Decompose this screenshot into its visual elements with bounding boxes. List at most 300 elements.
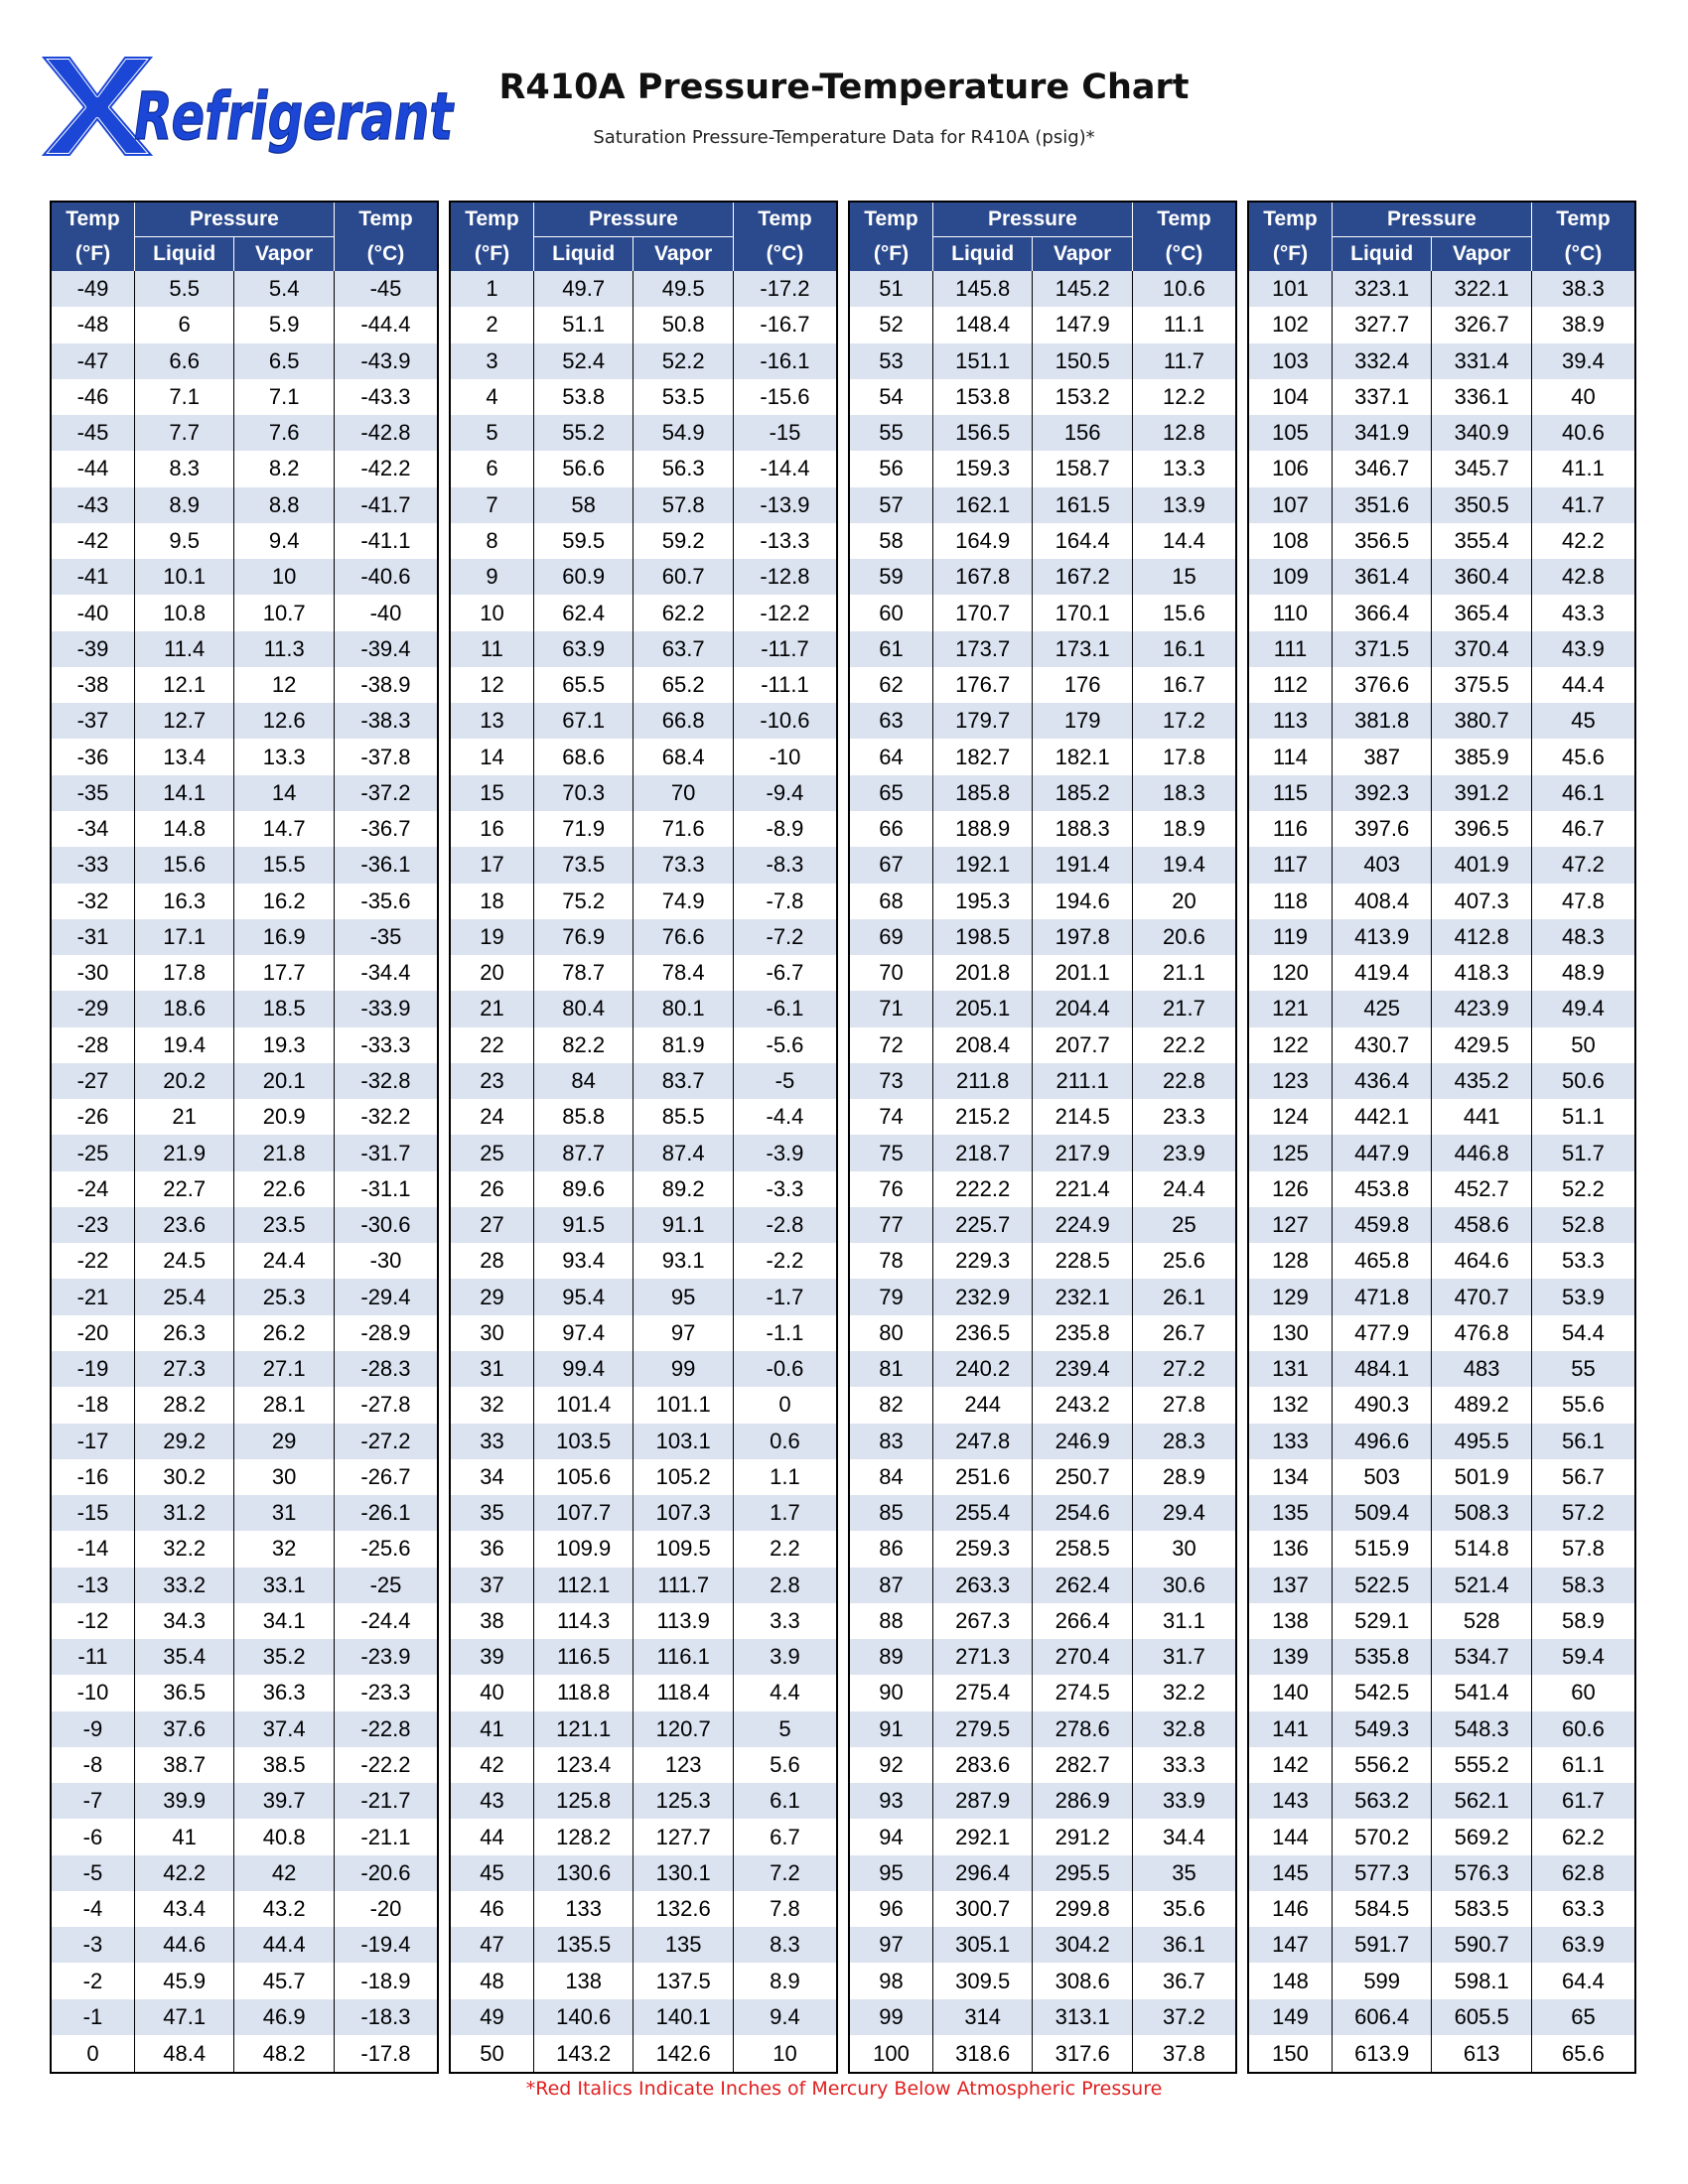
cell-temp-c: -24.4	[334, 1603, 438, 1639]
cell-temp-f: 69	[849, 919, 932, 955]
cell-vapor: 12	[234, 667, 335, 703]
cell-liquid: 309.5	[932, 1963, 1033, 1998]
cell-vapor: 483	[1432, 1351, 1532, 1387]
table-row	[450, 955, 837, 991]
cell-vapor: 17.7	[234, 955, 335, 991]
cell-vapor: 132.6	[633, 1891, 734, 1927]
table-row	[51, 991, 438, 1026]
cell-vapor: 60.7	[633, 559, 734, 595]
cell-liquid: 314	[932, 1999, 1033, 2035]
cell-temp-c: 47.8	[1531, 884, 1635, 919]
cell-temp-f: -37	[51, 703, 134, 739]
table-row	[1248, 1027, 1635, 1063]
cell-temp-c: 10	[733, 2035, 837, 2073]
table-row	[51, 271, 438, 307]
cell-vapor: 605.5	[1432, 1999, 1532, 2035]
cell-liquid: 14.8	[134, 811, 234, 847]
cell-temp-c: -38.3	[334, 703, 438, 739]
cell-liquid: 164.9	[932, 523, 1033, 559]
cell-vapor: 345.7	[1432, 451, 1532, 486]
cell-temp-f: 65	[849, 775, 932, 811]
cell-temp-c: 27.8	[1132, 1387, 1236, 1423]
table-row	[51, 1279, 438, 1314]
cell-temp-f: 16	[450, 811, 533, 847]
cell-temp-c: -30.6	[334, 1207, 438, 1243]
cell-temp-c: -37.2	[334, 775, 438, 811]
cell-temp-f: 121	[1248, 991, 1332, 1026]
cell-vapor: 211.1	[1033, 1063, 1133, 1099]
cell-temp-c: 53.9	[1531, 1279, 1635, 1314]
cell-liquid: 13.4	[134, 739, 234, 774]
table-row	[51, 1819, 438, 1854]
table-row	[1248, 307, 1635, 342]
cell-liquid: 584.5	[1332, 1891, 1432, 1927]
cell-vapor: 182.1	[1033, 739, 1133, 774]
cell-temp-f: 135	[1248, 1495, 1332, 1531]
cell-vapor: 156	[1033, 415, 1133, 451]
cell-liquid: 21.9	[134, 1135, 234, 1170]
cell-liquid: 63.9	[533, 631, 633, 667]
table-row	[1248, 559, 1635, 595]
cell-vapor: 26.2	[234, 1315, 335, 1351]
cell-vapor: 534.7	[1432, 1639, 1532, 1675]
cell-temp-f: -30	[51, 955, 134, 991]
cell-temp-c: -12.2	[733, 595, 837, 630]
cell-temp-f: 71	[849, 991, 932, 1026]
cell-temp-c: 9.4	[733, 1999, 837, 2035]
table-row	[1248, 1207, 1635, 1243]
cell-vapor: 435.2	[1432, 1063, 1532, 1099]
cell-vapor: 16.2	[234, 884, 335, 919]
cell-liquid: 222.2	[932, 1171, 1033, 1207]
table-row	[51, 1171, 438, 1207]
cell-temp-c: -3.3	[733, 1171, 837, 1207]
cell-liquid: 167.8	[932, 559, 1033, 595]
cell-temp-c: -13.9	[733, 487, 837, 523]
table-row	[450, 1459, 837, 1495]
table-row	[1248, 1135, 1635, 1170]
cell-temp-c: 48.9	[1531, 955, 1635, 991]
cell-temp-f: 36	[450, 1531, 533, 1567]
cell-liquid: 75.2	[533, 884, 633, 919]
cell-temp-c: 15.6	[1132, 595, 1236, 630]
cell-liquid: 176.7	[932, 667, 1033, 703]
table-row	[1248, 1999, 1635, 2035]
cell-liquid: 484.1	[1332, 1351, 1432, 1387]
table-row	[51, 1999, 438, 2035]
header-unit-c: (°C)	[1531, 237, 1635, 272]
cell-liquid: 563.2	[1332, 1783, 1432, 1819]
cell-vapor: 10.7	[234, 595, 335, 630]
table-row	[849, 1135, 1236, 1170]
cell-temp-f: 19	[450, 919, 533, 955]
cell-temp-c: 61.1	[1531, 1747, 1635, 1783]
cell-vapor: 270.4	[1033, 1639, 1133, 1675]
table-row	[450, 1711, 837, 1747]
cell-liquid: 58	[533, 487, 633, 523]
cell-temp-c: 21.1	[1132, 955, 1236, 991]
cell-temp-f: -5	[51, 1855, 134, 1891]
cell-temp-f: 134	[1248, 1459, 1332, 1495]
cell-temp-f: 54	[849, 379, 932, 415]
cell-temp-c: 15	[1132, 559, 1236, 595]
cell-temp-c: 64.4	[1531, 1963, 1635, 1998]
cell-liquid: 38.7	[134, 1747, 234, 1783]
cell-temp-c: 60.6	[1531, 1711, 1635, 1747]
cell-temp-f: 85	[849, 1495, 932, 1531]
table-row	[849, 523, 1236, 559]
cell-vapor: 243.2	[1033, 1387, 1133, 1423]
table-row	[51, 631, 438, 667]
cell-vapor: 18.5	[234, 991, 335, 1026]
table-row	[849, 1207, 1236, 1243]
cell-temp-f: 58	[849, 523, 932, 559]
cell-liquid: 211.8	[932, 1063, 1033, 1099]
cell-vapor: 9.4	[234, 523, 335, 559]
cell-temp-c: 49.4	[1531, 991, 1635, 1026]
cell-liquid: 613.9	[1332, 2035, 1432, 2073]
cell-liquid: 49.7	[533, 271, 633, 307]
cell-vapor: 464.6	[1432, 1243, 1532, 1279]
cell-liquid: 205.1	[932, 991, 1033, 1026]
cell-temp-f: 23	[450, 1063, 533, 1099]
cell-temp-f: 55	[849, 415, 932, 451]
cell-liquid: 87.7	[533, 1135, 633, 1170]
cell-temp-f: 33	[450, 1424, 533, 1459]
cell-liquid: 436.4	[1332, 1063, 1432, 1099]
cell-vapor: 49.5	[633, 271, 734, 307]
cell-vapor: 43.2	[234, 1891, 335, 1927]
cell-liquid: 48.4	[134, 2035, 234, 2073]
cell-temp-f: 34	[450, 1459, 533, 1495]
cell-liquid: 29.2	[134, 1424, 234, 1459]
cell-temp-c: -15	[733, 415, 837, 451]
table-row	[450, 1855, 837, 1891]
cell-temp-f: -47	[51, 343, 134, 379]
cell-temp-f: 1	[450, 271, 533, 307]
cell-liquid: 25.4	[134, 1279, 234, 1314]
cell-liquid: 229.3	[932, 1243, 1033, 1279]
cell-liquid: 392.3	[1332, 775, 1432, 811]
cell-vapor: 123	[633, 1747, 734, 1783]
cell-vapor: 89.2	[633, 1171, 734, 1207]
header-liquid: Liquid	[932, 237, 1033, 272]
table-row	[849, 1495, 1236, 1531]
table-row	[1248, 1603, 1635, 1639]
cell-temp-f: 52	[849, 307, 932, 342]
cell-vapor: 562.1	[1432, 1783, 1532, 1819]
cell-vapor: 68.4	[633, 739, 734, 774]
cell-temp-f: 143	[1248, 1783, 1332, 1819]
cell-temp-f: -28	[51, 1027, 134, 1063]
cell-liquid: 30.2	[134, 1459, 234, 1495]
cell-vapor: 91.1	[633, 1207, 734, 1243]
table-row	[51, 775, 438, 811]
cell-temp-f: -21	[51, 1279, 134, 1314]
cell-temp-c: 16.7	[1132, 667, 1236, 703]
cell-vapor: 254.6	[1033, 1495, 1133, 1531]
cell-vapor: 31	[234, 1495, 335, 1531]
table-row	[1248, 1639, 1635, 1675]
cell-temp-f: 24	[450, 1099, 533, 1135]
cell-temp-f: -8	[51, 1747, 134, 1783]
cell-vapor: 45.7	[234, 1963, 335, 1998]
cell-liquid: 68.6	[533, 739, 633, 774]
cell-liquid: 606.4	[1332, 1999, 1432, 2035]
table-row	[849, 739, 1236, 774]
header-vapor: Vapor	[234, 237, 335, 272]
cell-liquid: 116.5	[533, 1639, 633, 1675]
cell-liquid: 44.6	[134, 1927, 234, 1963]
cell-temp-f: 118	[1248, 884, 1332, 919]
cell-vapor: 576.3	[1432, 1855, 1532, 1891]
table-row	[1248, 1963, 1635, 1998]
cell-liquid: 327.7	[1332, 307, 1432, 342]
table-row	[450, 919, 837, 955]
cell-liquid: 522.5	[1332, 1568, 1432, 1603]
cell-liquid: 42.2	[134, 1855, 234, 1891]
cell-temp-c: 53.3	[1531, 1243, 1635, 1279]
cell-temp-c: -8.9	[733, 811, 837, 847]
cell-vapor: 14.7	[234, 811, 335, 847]
header-unit-f: (°F)	[51, 237, 134, 272]
cell-temp-f: -18	[51, 1387, 134, 1423]
cell-temp-c: 58.3	[1531, 1568, 1635, 1603]
table-row	[450, 884, 837, 919]
cell-liquid: 67.1	[533, 703, 633, 739]
cell-vapor: 528	[1432, 1603, 1532, 1639]
cell-vapor: 514.8	[1432, 1531, 1532, 1567]
table-row	[51, 1063, 438, 1099]
cell-vapor: 19.3	[234, 1027, 335, 1063]
cell-liquid: 101.4	[533, 1387, 633, 1423]
cell-liquid: 76.9	[533, 919, 633, 955]
cell-temp-f: 12	[450, 667, 533, 703]
cell-vapor: 326.7	[1432, 307, 1532, 342]
cell-vapor: 441	[1432, 1099, 1532, 1135]
table-row	[849, 343, 1236, 379]
cell-vapor: 23.5	[234, 1207, 335, 1243]
table-row	[51, 1675, 438, 1710]
cell-temp-c: 56.1	[1531, 1424, 1635, 1459]
cell-temp-c: 54.4	[1531, 1315, 1635, 1351]
cell-vapor: 74.9	[633, 884, 734, 919]
cell-temp-c: -16.7	[733, 307, 837, 342]
cell-temp-c: 36.1	[1132, 1927, 1236, 1963]
table-row	[450, 739, 837, 774]
cell-vapor: 116.1	[633, 1639, 734, 1675]
cell-liquid: 275.4	[932, 1675, 1033, 1710]
cell-vapor: 36.3	[234, 1675, 335, 1710]
cell-vapor: 262.4	[1033, 1568, 1133, 1603]
cell-liquid: 447.9	[1332, 1135, 1432, 1170]
table-row	[1248, 451, 1635, 486]
table-row	[1248, 991, 1635, 1026]
cell-vapor: 194.6	[1033, 884, 1133, 919]
cell-temp-c: 33.9	[1132, 1783, 1236, 1819]
cell-liquid: 549.3	[1332, 1711, 1432, 1747]
cell-temp-f: 29	[450, 1279, 533, 1314]
table-row	[51, 451, 438, 486]
cell-temp-f: 99	[849, 1999, 932, 2035]
cell-temp-c: 35.6	[1132, 1891, 1236, 1927]
cell-vapor: 429.5	[1432, 1027, 1532, 1063]
cell-temp-f: 115	[1248, 775, 1332, 811]
cell-temp-c: 55	[1531, 1351, 1635, 1387]
cell-liquid: 53.8	[533, 379, 633, 415]
cell-temp-c: 16.1	[1132, 631, 1236, 667]
cell-temp-f: -24	[51, 1171, 134, 1207]
table-row	[849, 415, 1236, 451]
cell-vapor: 583.5	[1432, 1891, 1532, 1927]
cell-vapor: 197.8	[1033, 919, 1133, 955]
cell-vapor: 53.5	[633, 379, 734, 415]
table-row	[1248, 1279, 1635, 1314]
cell-temp-c: 61.7	[1531, 1783, 1635, 1819]
cell-temp-c: -5.6	[733, 1027, 837, 1063]
table-row	[1248, 271, 1635, 307]
cell-liquid: 387	[1332, 739, 1432, 774]
cell-temp-f: 81	[849, 1351, 932, 1387]
footnote: *Red Italics Indicate Inches of Mercury Below Atmospheric Pressure	[525, 2078, 1163, 2100]
cell-temp-c: -13.3	[733, 523, 837, 559]
table-row	[450, 1207, 837, 1243]
table-row	[51, 1387, 438, 1423]
cell-temp-c: 14.4	[1132, 523, 1236, 559]
table-row	[1248, 1783, 1635, 1819]
table-row	[1248, 1675, 1635, 1710]
cell-temp-f: -22	[51, 1243, 134, 1279]
cell-vapor: 282.7	[1033, 1747, 1133, 1783]
header-pressure: Pressure	[533, 202, 733, 237]
cell-vapor: 38.5	[234, 1747, 335, 1783]
table-row	[849, 703, 1236, 739]
cell-vapor: 29	[234, 1424, 335, 1459]
table-row	[51, 847, 438, 883]
table-row	[849, 1747, 1236, 1783]
cell-temp-c: 13.3	[1132, 451, 1236, 486]
table-row	[1248, 703, 1635, 739]
cell-vapor: 299.8	[1033, 1891, 1133, 1927]
cell-liquid: 413.9	[1332, 919, 1432, 955]
cell-liquid: 34.3	[134, 1603, 234, 1639]
cell-temp-f: -45	[51, 415, 134, 451]
table-row	[450, 1243, 837, 1279]
cell-liquid: 151.1	[932, 343, 1033, 379]
pt-tables	[50, 201, 1636, 2074]
cell-temp-f: -35	[51, 775, 134, 811]
cell-liquid: 341.9	[1332, 415, 1432, 451]
cell-vapor: 7.6	[234, 415, 335, 451]
cell-temp-f: 149	[1248, 1999, 1332, 2035]
cell-temp-c: 35	[1132, 1855, 1236, 1891]
cell-temp-c: 3.3	[733, 1603, 837, 1639]
cell-temp-f: 123	[1248, 1063, 1332, 1099]
cell-vapor: 201.1	[1033, 955, 1133, 991]
cell-temp-c: 25	[1132, 1207, 1236, 1243]
cell-vapor: 130.1	[633, 1855, 734, 1891]
cell-temp-c: -5	[733, 1063, 837, 1099]
cell-liquid: 7.7	[134, 415, 234, 451]
cell-liquid: 459.8	[1332, 1207, 1432, 1243]
cell-vapor: 105.2	[633, 1459, 734, 1495]
cell-temp-c: 57.8	[1531, 1531, 1635, 1567]
cell-liquid: 26.3	[134, 1315, 234, 1351]
cell-vapor: 331.4	[1432, 343, 1532, 379]
cell-vapor: 103.1	[633, 1424, 734, 1459]
cell-temp-c: -31.1	[334, 1171, 438, 1207]
cell-liquid: 24.5	[134, 1243, 234, 1279]
cell-liquid: 477.9	[1332, 1315, 1432, 1351]
table-row	[450, 1639, 837, 1675]
cell-liquid: 346.7	[1332, 451, 1432, 486]
cell-temp-f: 101	[1248, 271, 1332, 307]
cell-vapor: 32	[234, 1531, 335, 1567]
cell-vapor: 340.9	[1432, 415, 1532, 451]
cell-liquid: 535.8	[1332, 1639, 1432, 1675]
cell-liquid: 6	[134, 307, 234, 342]
cell-temp-c: 45	[1531, 703, 1635, 739]
cell-vapor: 164.4	[1033, 523, 1133, 559]
cell-vapor: 35.2	[234, 1639, 335, 1675]
cell-vapor: 228.5	[1033, 1243, 1133, 1279]
cell-liquid: 591.7	[1332, 1927, 1432, 1963]
cell-liquid: 60.9	[533, 559, 633, 595]
cell-liquid: 255.4	[932, 1495, 1033, 1531]
header-liquid: Liquid	[1332, 237, 1432, 272]
cell-liquid: 251.6	[932, 1459, 1033, 1495]
cell-vapor: 476.8	[1432, 1315, 1532, 1351]
table-row	[849, 1783, 1236, 1819]
cell-temp-f: -34	[51, 811, 134, 847]
cell-liquid: 82.2	[533, 1027, 633, 1063]
table-row	[1248, 1243, 1635, 1279]
cell-vapor: 266.4	[1033, 1603, 1133, 1639]
cell-liquid: 14.1	[134, 775, 234, 811]
table-row	[849, 379, 1236, 415]
table-row	[1248, 1315, 1635, 1351]
cell-vapor: 145.2	[1033, 271, 1133, 307]
cell-vapor: 83.7	[633, 1063, 734, 1099]
cell-vapor: 396.5	[1432, 811, 1532, 847]
table-row	[450, 667, 837, 703]
cell-temp-f: 66	[849, 811, 932, 847]
table-row	[1248, 739, 1635, 774]
table-row	[450, 271, 837, 307]
cell-vapor: 6.5	[234, 343, 335, 379]
cell-temp-c: 13.9	[1132, 487, 1236, 523]
table-row	[450, 1783, 837, 1819]
cell-vapor: 20.1	[234, 1063, 335, 1099]
table-row	[51, 1135, 438, 1170]
page-subtitle: Saturation Pressure-Temperature Data for R410A (psig)*	[593, 127, 1095, 148]
pt-table-block	[1247, 201, 1636, 2074]
cell-temp-c: -41.1	[334, 523, 438, 559]
cell-vapor: 278.6	[1033, 1711, 1133, 1747]
cell-temp-c: 6.7	[733, 1819, 837, 1854]
cell-temp-c: 63.3	[1531, 1891, 1635, 1927]
cell-temp-c: -21.1	[334, 1819, 438, 1854]
header-temp-c: Temp	[334, 202, 438, 237]
cell-vapor: 99	[633, 1351, 734, 1387]
table-row	[450, 1171, 837, 1207]
cell-liquid: 59.5	[533, 523, 633, 559]
cell-liquid: 292.1	[932, 1819, 1033, 1854]
header-pressure: Pressure	[134, 202, 334, 237]
cell-temp-f: -25	[51, 1135, 134, 1170]
cell-temp-c: -41.7	[334, 487, 438, 523]
cell-vapor: 70	[633, 775, 734, 811]
